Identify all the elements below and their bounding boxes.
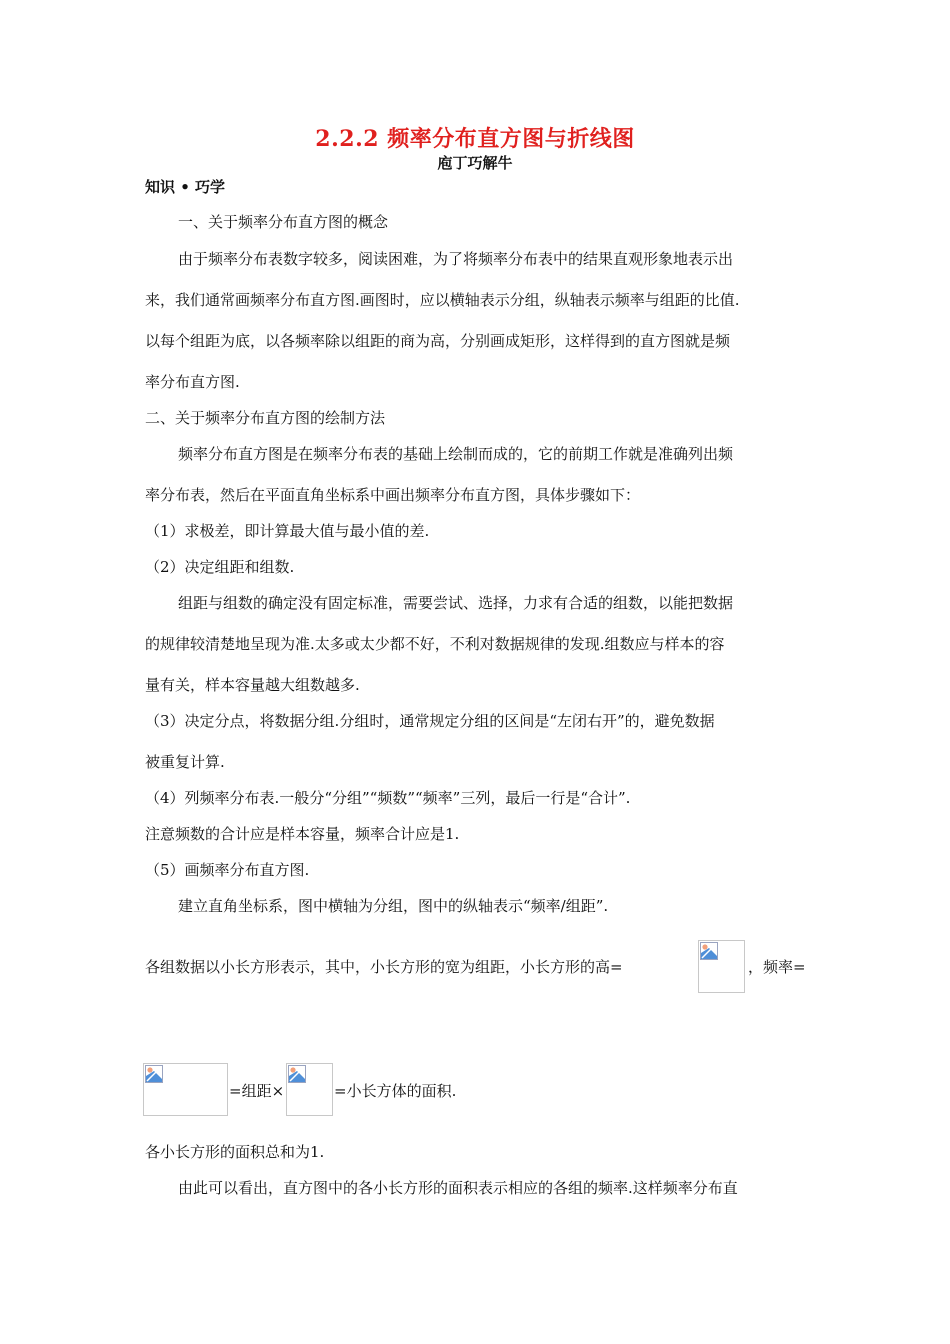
broken-image-icon [145,1065,163,1083]
paragraph-line: 由于频率分布表数字较多，阅读困难，为了将频率分布表中的结果直观形象地表示出 [178,250,734,268]
formula-image [698,940,745,993]
formula-image [286,1063,333,1116]
document-subtitle: 庖丁巧解牛 [437,154,513,172]
section-heading: 知识 • 巧学 [145,178,226,196]
formula-text-height: 各组数据以小长方形表示，其中，小长方形的宽为组距，小长方形的高= [145,958,623,976]
formula-text-area: =小长方体的面积. [334,1082,457,1100]
broken-image-icon [700,942,718,960]
paragraph-line: （3）决定分点，将数据分组.分组时，通常规定分组的区间是“左闭右开”的，避免数据 [145,712,715,730]
paragraph-line: 率分布表，然后在平面直角坐标系中画出频率分布直方图，具体步骤如下： [145,486,641,504]
paragraph-line: 组距与组数的确定没有固定标准，需要尝试、选择，力求有合适的组数，以能把数据 [178,594,734,612]
paragraph-line: （4）列频率分布表.一般分“分组”“频数”“频率”三列，最后一行是“合计”. [145,789,631,807]
paragraph-line: 二、关于频率分布直方图的绘制方法 [145,409,386,427]
paragraph-line: 各小长方形的面积总和为1. [145,1143,325,1161]
paragraph-line: 率分布直方图. [145,373,240,391]
document-title: 2.2.2 频率分布直方图与折线图 [315,126,635,152]
paragraph-line: 被重复计算. [145,753,225,771]
formula-text-frequency: ，频率= [748,958,806,976]
paragraph-line: 来，我们通常画频率分布直方图.画图时，应以横轴表示分组，纵轴表示频率与组距的比值. [145,291,740,309]
paragraph-line: （1）求极差，即计算最大值与最小值的差. [145,522,430,540]
paragraph-line: 量有关，样本容量越大组数越多. [145,676,360,694]
formula-text-group: =组距× [229,1082,285,1100]
paragraph-line: 注意频数的合计应是样本容量，频率合计应是1. [145,825,460,843]
paragraph-line: （2）决定组距和组数. [145,558,295,576]
paragraph-line: 一、关于频率分布直方图的概念 [178,213,389,231]
broken-image-icon [288,1065,306,1083]
paragraph-line: 建立直角坐标系，图中横轴为分组，图中的纵轴表示“频率/组距”. [178,897,609,915]
paragraph-line: （5）画频率分布直方图. [145,861,310,879]
paragraph-line: 由此可以看出，直方图中的各小长方形的面积表示相应的各组的频率.这样频率分布直 [178,1179,738,1197]
paragraph-line: 以每个组距为底，以各频率除以组距的商为高，分别画成矩形，这样得到的直方图就是频 [145,332,731,350]
paragraph-line: 的规律较清楚地呈现为准.太多或太少都不好，不利对数据规律的发现.组数应与样本的容 [145,635,725,653]
formula-image [143,1063,228,1116]
paragraph-line: 频率分布直方图是在频率分布表的基础上绘制而成的，它的前期工作就是准确列出频 [178,445,734,463]
